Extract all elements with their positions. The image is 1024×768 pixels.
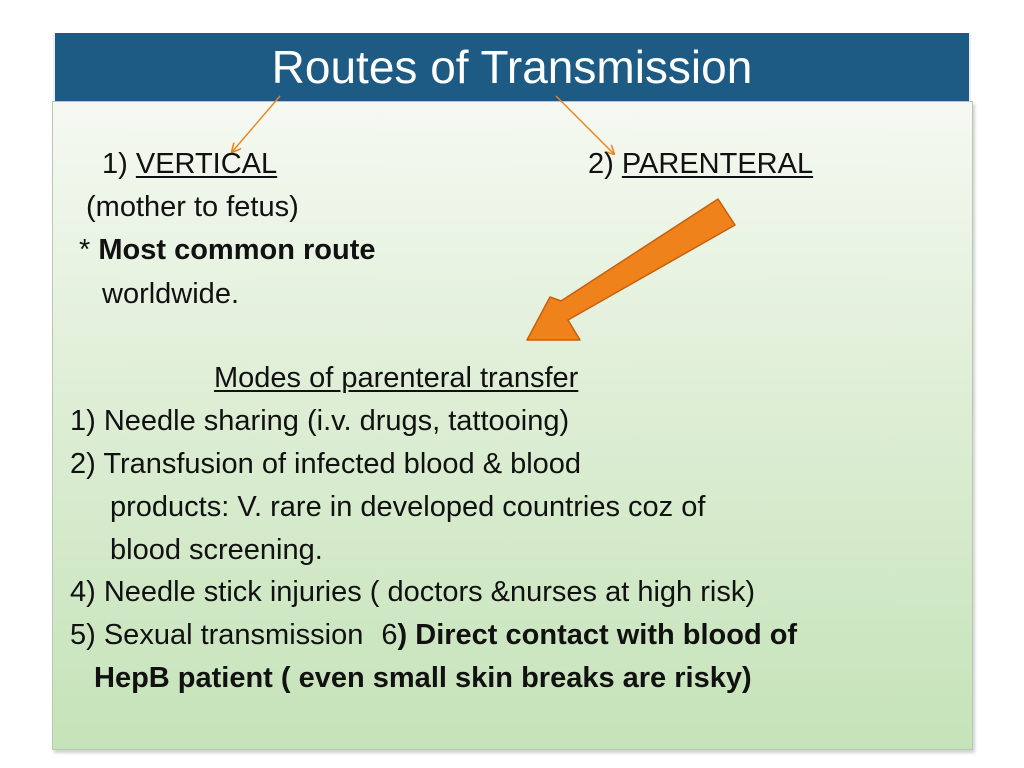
route-vertical-note: [79, 232, 375, 268]
note-asterisk: *: [79, 234, 91, 266]
note-bold: Most common route: [98, 234, 376, 266]
modes-item-5-6: [70, 617, 797, 653]
route-vertical: [102, 146, 277, 182]
route-vertical-label: VERTICAL: [135, 148, 278, 180]
route-vertical-note-cont: worldwide.: [102, 278, 239, 310]
arrow-to-vertical-icon: [232, 96, 280, 152]
route-parenteral-label: PARENTERAL: [621, 148, 814, 180]
modes-item-6-number: 6: [381, 619, 398, 651]
route-vertical-detail: (mother to fetus): [86, 191, 299, 223]
modes-item-4: 4) Needle stick injuries ( doctors &nurses at high risk): [70, 576, 755, 608]
modes-item-2-line-1: 2) Transfusion of infected blood & blood: [70, 448, 582, 480]
modes-item-6-bold: ) Direct contact with blood of: [397, 619, 798, 651]
modes-item-1: 1) Needle sharing (i.v. drugs, tattooing): [70, 405, 570, 437]
block-arrow-icon: [527, 199, 735, 340]
route-parenteral: [588, 146, 813, 182]
modes-item-5: 5) Sexual transmission: [70, 619, 364, 651]
modes-item-2-line-2: products: V. rare in developed countries coz of: [110, 491, 706, 523]
modes-item-2-line-3: blood screening.: [110, 534, 323, 566]
route-vertical-number: 1): [102, 148, 128, 180]
route-parenteral-number: 2): [588, 148, 614, 180]
modes-heading: Modes of parenteral transfer: [214, 362, 579, 394]
modes-item-6-line-2: HepB patient ( even small skin breaks are risky): [94, 662, 752, 694]
slide-title: Routes of Transmission: [271, 41, 753, 93]
